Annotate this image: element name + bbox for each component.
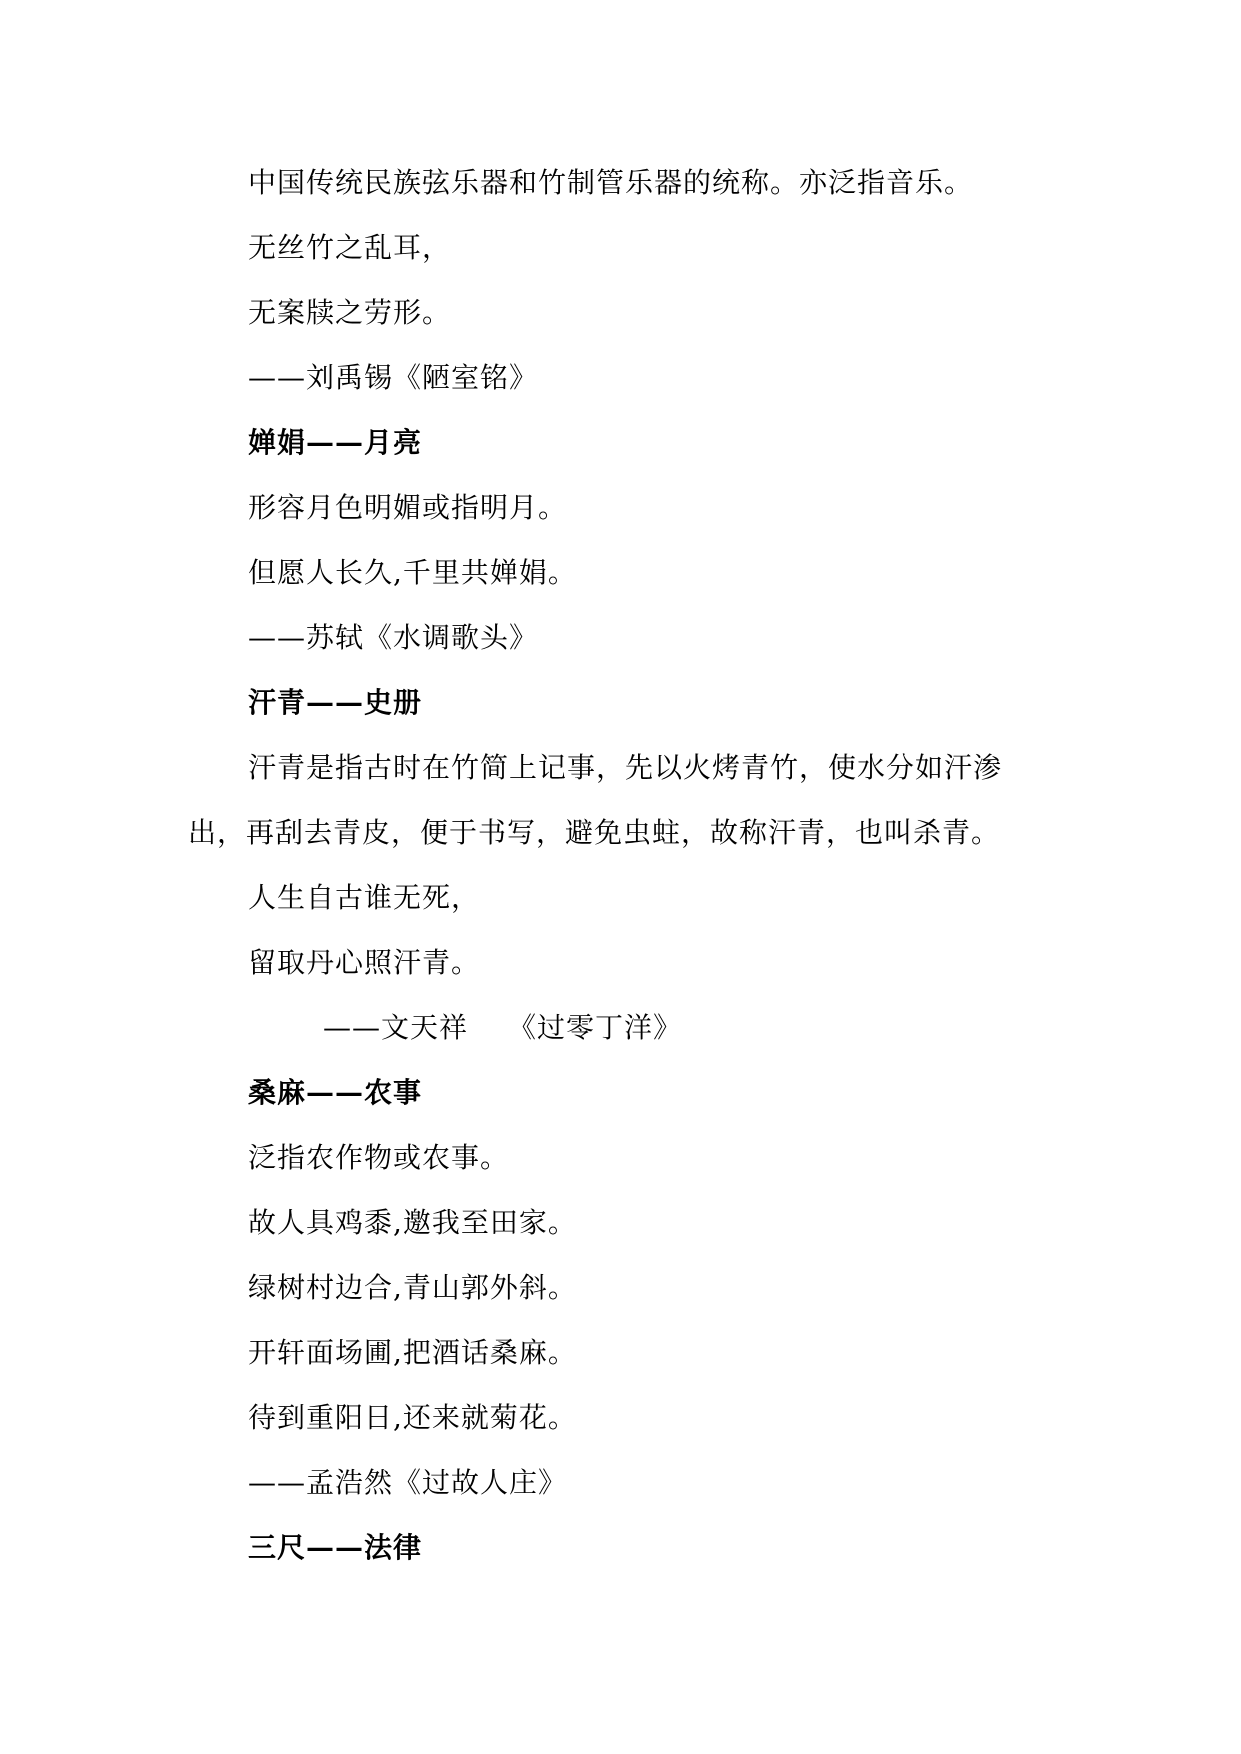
poem-line: 留取丹心照汗青。 [248, 946, 481, 979]
poem-source [248, 1003, 1068, 1068]
definition-text: 泛指农作物或农事。 [248, 1141, 510, 1174]
poem-source-title: 《过零丁洋》 [508, 1011, 683, 1044]
section-heading: 三尺——法律 [248, 1531, 423, 1564]
poem-line: 人生自古谁无死， [248, 881, 481, 914]
document-body [188, 158, 1068, 1588]
definition-paragraph-line: 汗青是指古时在竹简上记事，先以火烤青竹，使水分如汗渗 [248, 751, 1003, 784]
poem-line: 无丝竹之乱耳， [248, 231, 452, 264]
poem-line: 待到重阳日,还来就菊花。 [248, 1401, 577, 1434]
poem-line: 但愿人长久,千里共婵娟。 [248, 556, 577, 589]
definition-paragraph-line: 出，再刮去青皮，便于书写，避免虫蛀，故称汗青，也叫杀青。 [188, 816, 1001, 849]
poem-source-author: ——文天祥 [323, 1011, 469, 1044]
poem-line: 无案牍之劳形。 [248, 296, 452, 329]
intro-text: 中国传统民族弦乐器和竹制管乐器的统称。亦泛指音乐。 [248, 166, 974, 199]
poem-source: ——刘禹锡《陋室铭》 [248, 361, 539, 394]
poem-line: 开轩面场圃,把酒话桑麻。 [248, 1336, 577, 1369]
poem-line: 故人具鸡黍,邀我至田家。 [248, 1206, 577, 1239]
poem-line: 绿树村边合,青山郭外斜。 [248, 1271, 577, 1304]
section-heading: 婵娟——月亮 [248, 426, 423, 459]
poem-source: ——苏轼《水调歌头》 [248, 621, 539, 654]
section-heading: 桑麻——农事 [248, 1076, 423, 1109]
poem-source: ——孟浩然《过故人庄》 [248, 1466, 568, 1499]
definition-text: 形容月色明媚或指明月。 [248, 491, 568, 524]
section-heading: 汗青——史册 [248, 686, 423, 719]
